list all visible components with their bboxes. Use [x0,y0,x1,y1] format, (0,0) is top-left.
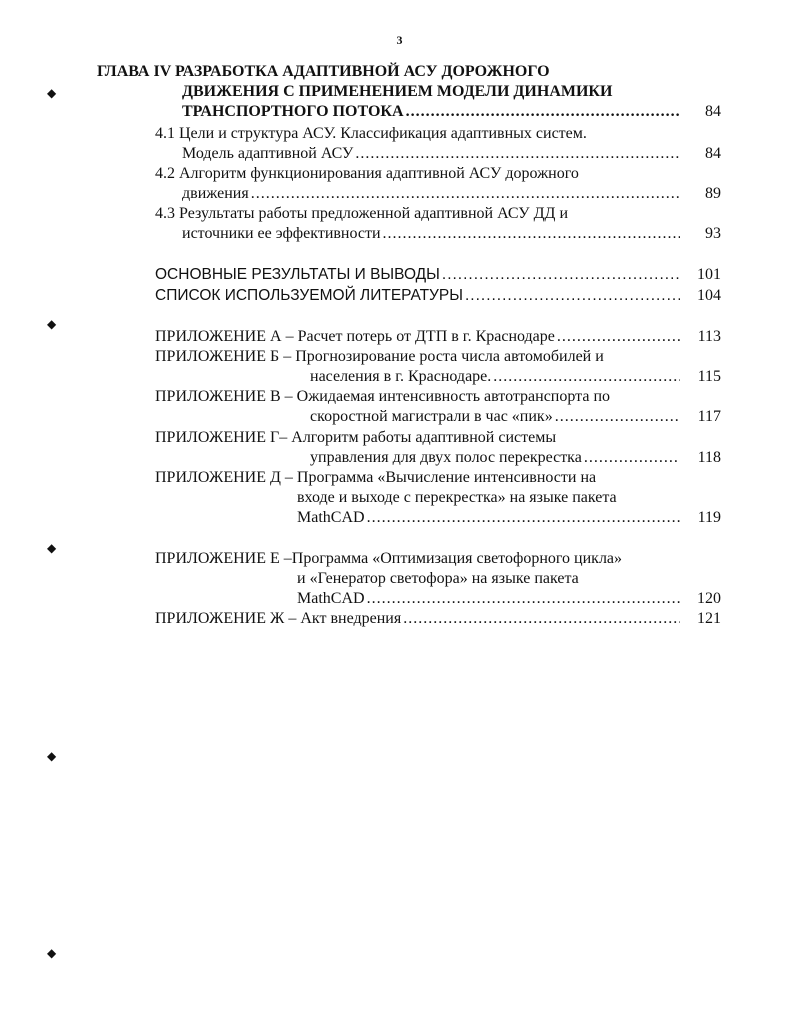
dot-leader [403,608,680,629]
appendix-d-page: 119 [697,509,721,526]
binder-hole-mark: ◆ [47,541,57,555]
appendix-d-line3: MathCAD [297,509,365,526]
chapter-title-line2: ДВИЖЕНИЯ С ПРИМЕНЕНИЕМ МОДЕЛИ ДИНАМИКИ [182,83,613,100]
dot-leader [367,507,680,528]
chapter-page-number: 84 [705,103,721,120]
section-4-2-line1: 4.2 Алгоритм функционирования адаптивной АСУ дорожного [155,165,579,182]
toc-entry-appendix-e[interactable] [297,588,682,609]
results-page: 101 [697,266,721,283]
chapter-title-line1: ГЛАВА IV РАЗРАБОТКА АДАПТИВНОЙ АСУ ДОРОЖНОГО [97,63,550,80]
appendix-v-line1: ПРИЛОЖЕНИЕ В – Ожидаемая интенсивность автотранспорта по [155,388,611,405]
dot-leader [406,101,680,122]
toc-entry-section-4-1[interactable] [182,143,682,164]
dot-leader [367,588,680,609]
appendix-b-line1: ПРИЛОЖЕНИЕ Б – Прогнозирование роста числа автомобилей и [155,348,604,365]
dot-leader [251,183,680,204]
section-4-3-line1: 4.3 Результаты работы предложенной адаптивной АСУ ДД и [155,205,569,222]
appendix-a-page: 113 [697,328,721,345]
dot-leader [442,264,680,285]
appendix-e-line2: и «Генератор светофора» на языке пакета [297,570,579,587]
toc-entry-appendix-a[interactable] [155,326,682,347]
toc-entry-literature[interactable] [155,285,682,306]
toc-entry-appendix-zh[interactable] [155,608,682,629]
appendix-v-page: 117 [697,408,721,425]
section-4-3-line2: источники ее эффективности [182,225,381,242]
binder-hole-mark: ◆ [47,946,57,960]
dot-leader [555,406,680,427]
appendix-zh-line1: ПРИЛОЖЕНИЕ Ж – Акт внедрения [155,610,402,627]
appendix-zh-page: 121 [697,610,721,627]
dot-leader [355,143,680,164]
appendix-a-line1: ПРИЛОЖЕНИЕ А – Расчет потерь от ДТП в г. Краснодаре [155,328,555,345]
literature-page: 104 [697,287,721,304]
appendix-b-page: 115 [697,368,721,385]
binder-hole-mark: ◆ [47,749,57,763]
appendix-e-line3: MathCAD [297,590,365,607]
dot-leader [465,285,680,306]
binder-hole-mark: ◆ [47,86,57,100]
dot-leader [383,223,680,244]
toc-entry-appendix-b[interactable] [310,366,682,387]
appendix-e-line1: ПРИЛОЖЕНИЕ Е –Программа «Оптимизация светофорного цикла» [155,550,623,567]
section-4-2-line2: движения [182,185,249,202]
literature-title: СПИСОК ИСПОЛЬЗУЕМОЙ ЛИТЕРАТУРЫ [155,287,463,304]
appendix-d-line2: входе и выходе с перекрестка» на языке пакета [297,489,617,506]
appendix-b-line2: населения в г. Краснодаре. [310,368,492,385]
appendix-d-line1: ПРИЛОЖЕНИЕ Д – Программа «Вычисление интенсивности на [155,469,597,486]
chapter-title-line3: ТРАНСПОРТНОГО ПОТОКА [182,103,404,120]
dot-leader [557,326,680,347]
toc-entry-appendix-v[interactable] [310,406,682,427]
section-4-1-line2: Модель адаптивной АСУ [182,145,354,162]
page-number: 3 [396,33,403,47]
appendix-e-page: 120 [697,590,721,607]
toc-entry-chapter[interactable] [182,101,682,122]
section-4-3-page: 93 [705,225,721,242]
section-4-1-line1: 4.1 Цели и структура АСУ. Классификация адаптивных систем. [155,125,587,142]
toc-entry-results[interactable] [155,264,682,285]
toc-entry-appendix-d[interactable] [297,507,682,528]
toc-entry-appendix-g[interactable] [310,447,682,468]
dot-leader [493,366,680,387]
appendix-v-line2: скоростной магистрали в час «пик» [310,408,553,425]
section-4-2-page: 89 [705,185,721,202]
toc-entry-section-4-2[interactable] [182,183,682,204]
appendix-g-page: 118 [697,449,721,466]
section-4-1-page: 84 [705,145,721,162]
binder-hole-mark: ◆ [47,317,57,331]
dot-leader [584,447,680,468]
toc-entry-section-4-3[interactable] [182,223,682,244]
appendix-g-line2: управления для двух полос перекрестка [310,449,582,466]
appendix-g-line1: ПРИЛОЖЕНИЕ Г– Алгоритм работы адаптивной системы [155,429,557,446]
results-title: ОСНОВНЫЕ РЕЗУЛЬТАТЫ И ВЫВОДЫ [155,266,440,283]
